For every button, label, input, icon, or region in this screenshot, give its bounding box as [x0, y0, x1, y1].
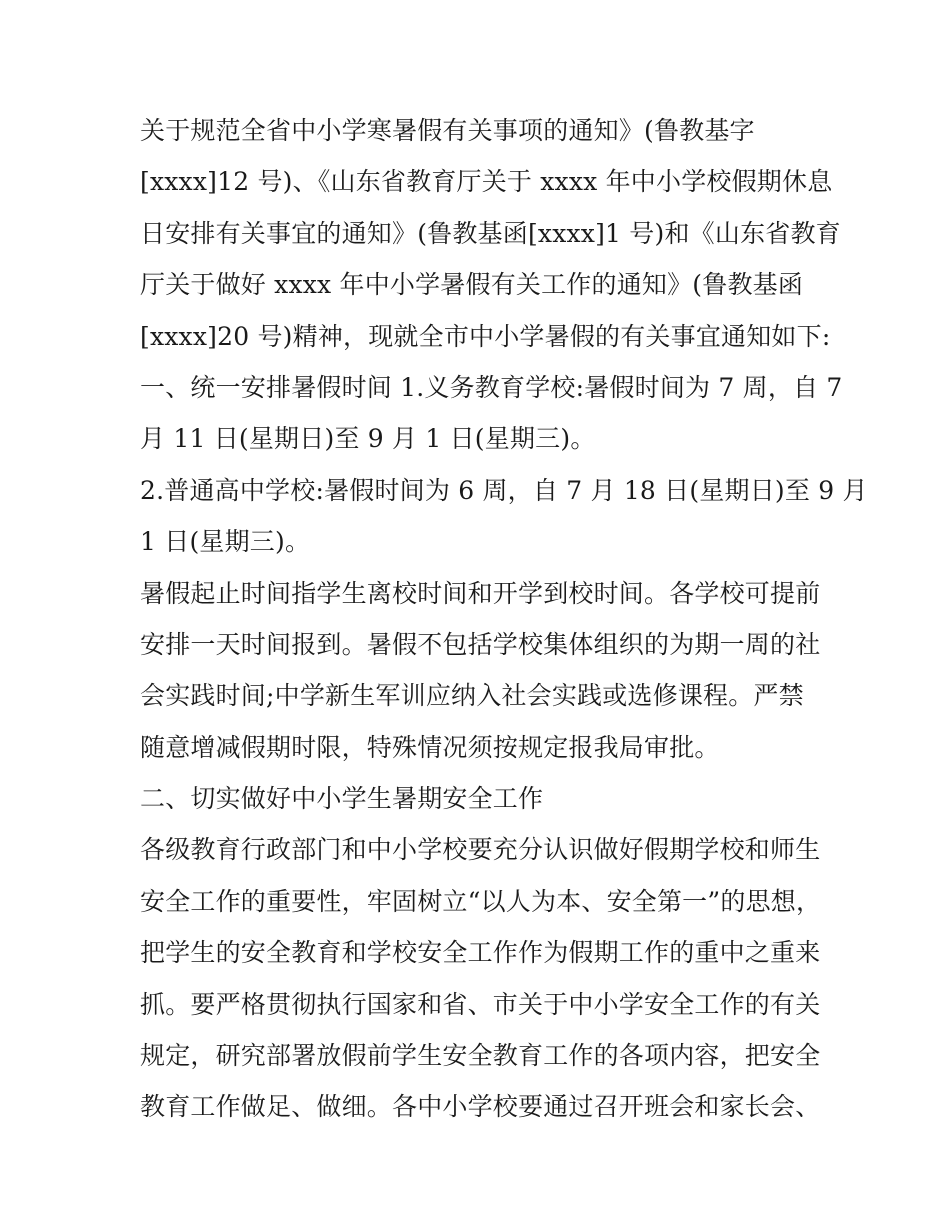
text-line: 厅关于做好 xxxx 年中小学暑假有关工作的通知》(鲁教基函: [140, 270, 804, 300]
text-line: 抓。要严格贯彻执行国家和省、市关于中小学安全工作的有关: [140, 989, 821, 1019]
text-line: 暑假起止时间指学生离校时间和开学到校时间。各学校可提前: [140, 578, 821, 608]
section-heading-1: 一、统一安排暑假时间 1.义务教育学校:暑假时间为 7 周，自 7: [140, 372, 843, 402]
text-line: [xxxx]20 号)精神，现就全市中小学暑假的有关事宜通知如下:: [140, 321, 831, 351]
text-line: 月 11 日(星期日)至 9 月 1 日(星期三)。: [140, 424, 596, 454]
text-line: 规定，研究部署放假前学生安全教育工作的各项内容，把安全: [140, 1041, 821, 1071]
text-line: 安全工作的重要性，牢固树立“以人为本、安全第一”的思想，: [140, 886, 822, 916]
text-line: 安排一天时间报到。暑假不包括学校集体组织的为期一周的社: [140, 629, 821, 659]
text-line: 教育工作做足、做细。各中小学校要通过召开班会和家长会、: [140, 1092, 821, 1122]
text-line: 各级教育行政部门和中小学校要充分认识做好假期学校和师生: [140, 835, 821, 865]
text-line: 日安排有关事宜的通知》(鲁教基函[xxxx]1 号)和《山东省教育: [140, 218, 841, 248]
text-line: [xxxx]12 号)、《山东省教育厅关于 xxxx 年中小学校假期休息: [140, 167, 833, 197]
text-line: 随意增减假期时限，特殊情况须按规定报我局审批。: [140, 732, 720, 762]
text-line: 把学生的安全教育和学校安全工作作为假期工作的重中之重来: [140, 938, 821, 968]
document-body: [140, 105, 868, 1133]
text-line: 2.普通高中学校:暑假时间为 6 周，自 7 月 18 日(星期日)至 9 月: [140, 475, 868, 505]
text-line: 关于规范全省中小学寒暑假有关事项的通知》(鲁教基字: [140, 116, 755, 145]
text-line: 1 日(星期三)。: [140, 527, 311, 557]
section-heading-2: 二、切实做好中小学生暑期安全工作: [140, 784, 544, 814]
text-line: 会实践时间;中学新生军训应纳入社会实践或选修课程。严禁: [140, 681, 804, 711]
